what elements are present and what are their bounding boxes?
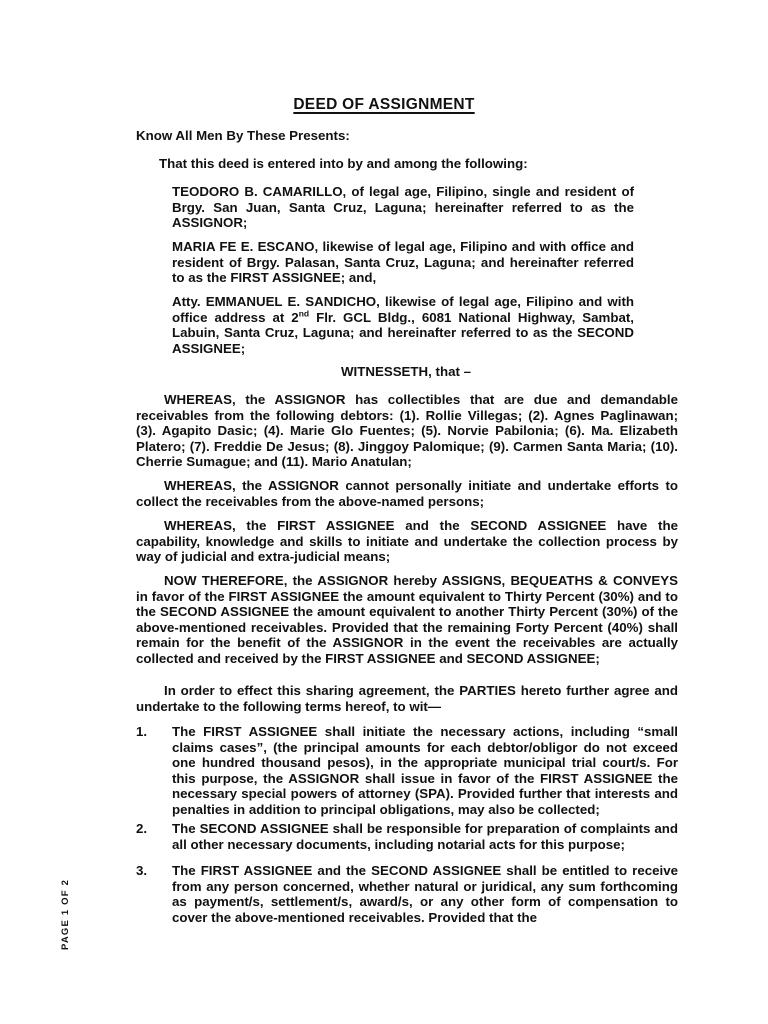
page-number-label: PAGE 1 OF 2 bbox=[60, 878, 71, 950]
party-second-assignee: Atty. EMMANUEL E. SANDICHO, likewise of legal age, Filipino and with office address at 2nd Flr. GCL Bldg., 6081 National Highway, Sambat, Labuin, Santa Cruz, Laguna; and hereinafter referred to as the SECOND ASSIGNEE; bbox=[172, 294, 634, 356]
term-item: 3. The FIRST ASSIGNEE and the SECOND ASSIGNEE shall be entitled to receive from any person concerned, whether natural or juridical, any sum forthcoming as payment/s, settlement/s, award/s, or any other form of compensation to cover the above-mentioned receivables. Provided that the bbox=[136, 863, 678, 925]
term-item: 2. The SECOND ASSIGNEE shall be responsible for preparation of complaints and all other necessary documents, including notarial acts for this purpose; bbox=[136, 821, 678, 852]
whereas-3: WHEREAS, the FIRST ASSIGNEE and the SECOND ASSIGNEE have the capability, knowledge and skills to initiate and undertake the collection process by way of judicial and extra-judicial means; bbox=[136, 518, 678, 565]
whereas-1: WHEREAS, the ASSIGNOR has collectibles that are due and demandable receivables from the following debtors: (1). Rollie Villegas; (2). Agnes Paglinawan; (3). Agapito Dasic; (4). Marie Glo Fuentes; (5). Norvie Pabilonia; (6). Ma. Elizabeth Platero; (7). Freddie De Jesus; (8). Jinggoy Palomique; (9). Carmen Santa Maria; (10). Cherrie Sumague; and (11). Mario Anatulan; bbox=[136, 392, 678, 470]
party-first-assignee: MARIA FE E. ESCANO, likewise of legal age, Filipino and with office and resident of Brgy. Palasan, Santa Cruz, Laguna; and hereinafter referred to as the FIRST ASSIGNEE; and, bbox=[172, 239, 634, 286]
greeting: Know All Men By These Presents: bbox=[136, 128, 350, 143]
sharing-intro: In order to effect this sharing agreement, the PARTIES hereto further agree and undertake to the following terms hereof, to wit— bbox=[136, 683, 678, 714]
term-item: 1. The FIRST ASSIGNEE shall initiate the necessary actions, including “small claims cases”, (the principal amounts for each debtor/obligor do not exceed one hundred thousand pesos), in the appropriate municipal trial court/s. For this purpose, the ASSIGNOR shall issue in favor of the FIRST ASSIGNEE the necessary special powers of attorney (SPA). Provided further that interests and penalties in addition to principal obligations, may also be collected; bbox=[136, 724, 678, 817]
intro-line: That this deed is entered into by and among the following: bbox=[159, 156, 528, 171]
now-therefore: NOW THEREFORE, the ASSIGNOR hereby ASSIGNS, BEQUEATHS & CONVEYS in favor of the FIRST ASSIGNEE the amount equivalent to Thirty Percent (30%) and to the SECOND ASSIGNEE the amount equivalent to another Thirty Percent (30%) of the above-mentioned receivables. Provided that the remaining Forty Percent (40%) shall remain for the benefit of the ASSIGNOR in the event the receivables are actually collected and received by the FIRST ASSIGNEE and SECOND ASSIGNEE; bbox=[136, 573, 678, 666]
whereas-2: WHEREAS, the ASSIGNOR cannot personally initiate and undertake efforts to collect the receivables from the above-named persons; bbox=[136, 478, 678, 509]
witnesseth: WITNESSETH, that – bbox=[340, 364, 472, 379]
party-assignor: TEODORO B. CAMARILLO, of legal age, Filipino, single and resident of Brgy. San Juan, Santa Cruz, Laguna; hereinafter referred to as the ASSIGNOR; bbox=[172, 184, 634, 231]
document-title: DEED OF ASSIGNMENT bbox=[293, 96, 475, 113]
